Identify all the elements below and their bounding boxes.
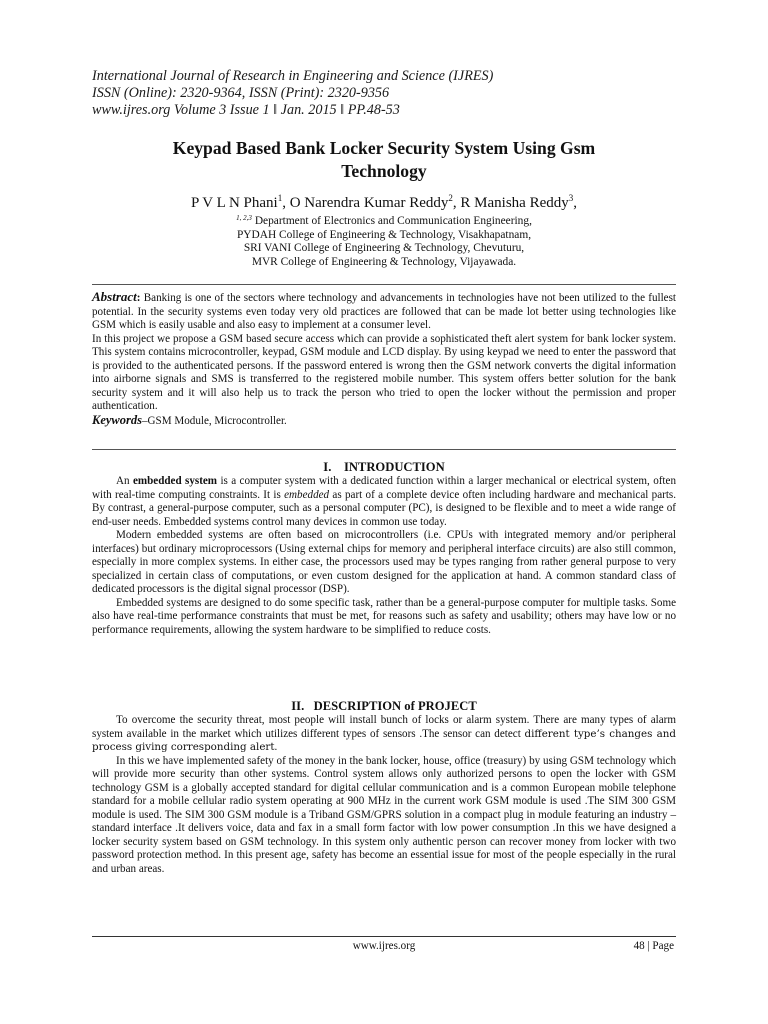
paper-title-line-1: Keypad Based Bank Locker Security System Using Gsm bbox=[172, 138, 596, 158]
affiliation-line bbox=[92, 215, 676, 229]
section-paragraph bbox=[92, 714, 676, 755]
divider-footer bbox=[92, 936, 676, 937]
section-paragraph: In this we have implemented safety of the money in the bank locker, house, office (treasury) by using GSM technology which will provide more security than other systems. Control system allows only authorized persons to open the locker with GSM technology GSM is a globally accepted standard for digital cellular communication and is a common European mobile telephone standard for a mobile cellular radio system operating at 900 MHz in the current work GSM module is used .The SIM 300 GSM module is used. The SIM 300 GSM module is a Triband GSM/GPRS solution in a compact plug in module featuring an industry – standard interface .It delivers voice, data and fax in a small form factor with low power consumption .In this we have designed a locker security system based on GSM technology. In this system only authentic person can recover money from locker with two password protection method. In this present age, safety has become an essential issue for most of the people especially in the rural and urban areas. bbox=[92, 754, 676, 876]
author-superscript: 3 bbox=[568, 193, 574, 203]
author-separator: , bbox=[452, 195, 461, 211]
divider-abstract bbox=[92, 449, 676, 450]
text-run: as part of a complete device often including hardware and mechanical parts. By contrast, a general-purpose computer, such as a personal computer (PC), is designed to be flexible and to meet a wide range of end-user needs. Embedded systems control many devices in common use today. bbox=[92, 488, 676, 528]
author-superscript: 2 bbox=[448, 193, 453, 203]
journal-issn: ISSN (Online): 2320-9364, ISSN (Print): 2320-9356 bbox=[92, 85, 390, 101]
affiliations bbox=[92, 215, 676, 269]
author-name: P V L N Phani bbox=[191, 195, 278, 211]
author-name: R Manisha Reddy bbox=[460, 195, 569, 211]
author-separator: , bbox=[282, 195, 290, 211]
author-name: O Narendra Kumar Reddy bbox=[289, 195, 449, 211]
cursive-text-run: different type’s changes and process giving corresponding alert bbox=[92, 727, 676, 754]
paper-title bbox=[92, 137, 676, 183]
footer-website: www.ijres.org bbox=[352, 940, 416, 952]
italic-term: embedded bbox=[284, 488, 330, 501]
keywords-separator: – bbox=[142, 414, 148, 427]
section-paragraph: Modern embedded systems are often based on microcontrollers (i.e. CPUs with integrated memory and/or peripheral interfaces) but ordinary microprocessors (Using external chips for memory and peripheral interface circuits) are also still common, especially in more complex systems. In either case, the processors used may be types ranging from rather general purpose to very specialized in certain class of computations, or even custom designed for the application at hand. A common standard class of dedicated processors is the digital signal processor (DSP). bbox=[92, 529, 676, 596]
paper-title-line-2: Technology bbox=[341, 161, 427, 181]
author-list bbox=[92, 194, 676, 212]
affiliation-line: MVR College of Engineering & Technology, Vijayawada. bbox=[251, 255, 517, 268]
text-run: . bbox=[274, 741, 278, 754]
abstract-paragraph: In this project we propose a GSM based secure access which can provide a sophisticated theft alert system for bank locker system. This system contains microcontroller, keypad, GSM module and LCD display. By using keypad we need to enter the password that is provided to the authenticated persons. If the password entered is wrong then the GSM network converts the digital information into airborne signals and SMS is transferred to the registered mobile number. This system offers better solution for the bank security system and it will also help us to track the person who tried to open the locker without the permission and proper authentication. bbox=[92, 332, 676, 413]
abstract-label: Abstract bbox=[92, 289, 137, 304]
section-paragraph: Embedded systems are designed to do some specific task, rather than be a general-purpose computer for multiple tasks. Some also have real-time performance constraints that must be met, for reasons such as safety and usability; others may have low or no performance requirements, allowing the system hardware to be simplified to reduce costs. bbox=[92, 596, 676, 637]
abstract-text: Banking is one of the sectors where technology and advancements in technologies have not been utilized to the fullest potential. In the security systems even today very old practices are followed that can be made lot better using technologies like GSM which is easily usable and also easy to implement at a consumer level. bbox=[92, 292, 676, 332]
keywords-line bbox=[92, 414, 676, 429]
section-paragraph bbox=[92, 475, 676, 529]
affiliation-marks: 1, 2,3 bbox=[236, 214, 252, 222]
text-run: To overcome the security threat, most people will install bunch of locks or alarm system. There are many types of alarm system available in the market which utilizes different types of sensors .The sensor can detect bbox=[92, 714, 676, 740]
keywords-label: Keywords bbox=[92, 412, 142, 427]
section-description bbox=[92, 699, 676, 877]
affiliation-line: SRI VANI College of Engineering & Technology, Chevuturu, bbox=[243, 242, 525, 255]
abstract-block bbox=[92, 290, 676, 428]
author-separator: , bbox=[573, 195, 577, 211]
abstract-colon: : bbox=[136, 292, 144, 304]
journal-header bbox=[92, 68, 692, 119]
keywords-text: GSM Module, Microcontroller. bbox=[147, 414, 287, 427]
bold-term: embedded system bbox=[132, 475, 218, 487]
text-run: An bbox=[116, 475, 133, 487]
text-run: is a computer system with a dedicated function within a larger mechanical or electrical system, often with real-time computing constraints. It is bbox=[92, 475, 676, 501]
footer-page-number: 48 | Page bbox=[633, 940, 674, 952]
divider-top bbox=[92, 284, 676, 285]
section-heading: II. DESCRIPTION of PROJECT bbox=[291, 699, 477, 713]
abstract-paragraph bbox=[92, 290, 676, 333]
journal-issue: www.ijres.org Volume 3 Issue 1 ǁ Jan. 2015 ǁ PP.48-53 bbox=[92, 102, 400, 118]
affiliation-department: Department of Electronics and Communication Engineering, bbox=[254, 215, 532, 227]
author-superscript: 1 bbox=[277, 193, 283, 203]
journal-name: International Journal of Research in Engineering and Science (IJRES) bbox=[92, 68, 494, 84]
affiliation-line: PYDAH College of Engineering & Technology, Visakhapatnam, bbox=[236, 228, 532, 241]
section-heading: I. INTRODUCTION bbox=[323, 460, 445, 474]
section-introduction bbox=[92, 460, 676, 638]
